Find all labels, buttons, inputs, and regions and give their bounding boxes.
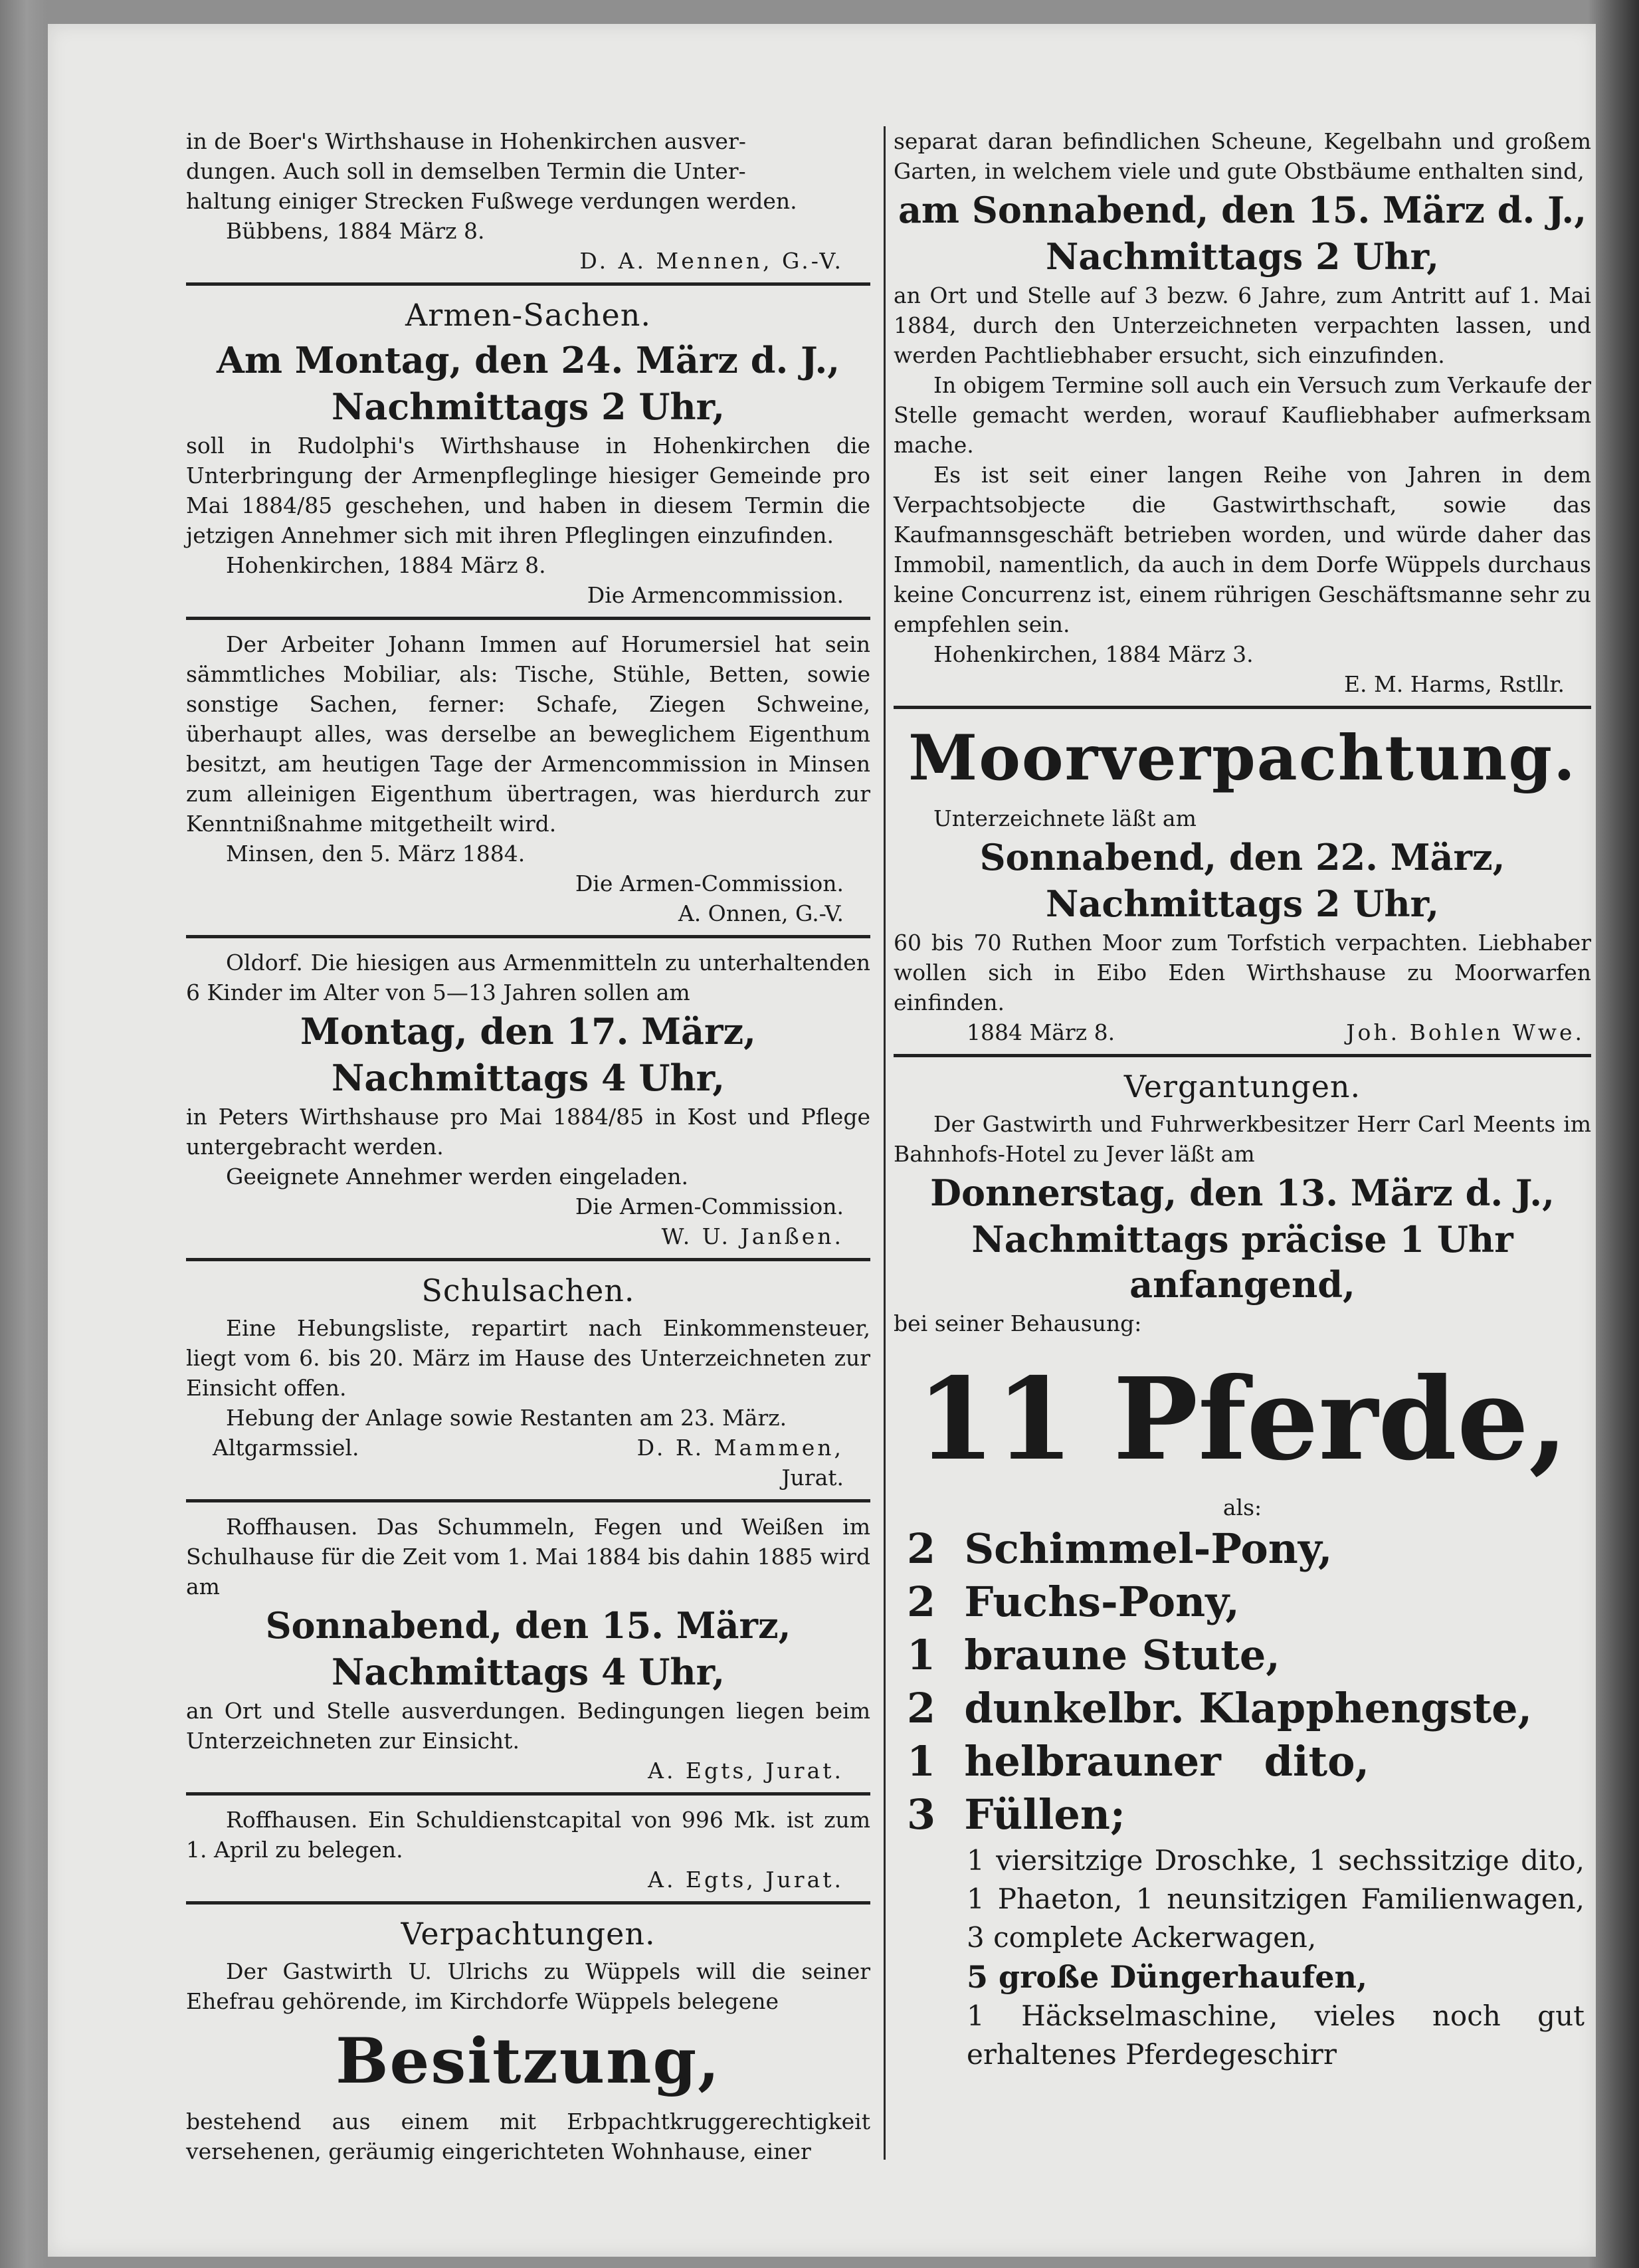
moor-time: Nachmittags 2 Uhr,	[1045, 882, 1440, 925]
intro-line: in de Boer's Wirthshause in Hohenkirchen ausver-	[186, 128, 746, 154]
intro-signature: D. A. Mennen, G.-V.	[579, 248, 844, 274]
roffhausen-1-body: Roffhausen. Das Schummeln, Fegen und Weißen im Schulhause für die Zeit vom 1. Mai 1884 bis dahin 1885 wird am	[186, 1514, 870, 1599]
item-label: braune Stute,	[964, 1631, 1280, 1679]
roffhausen-1-date: Sonnabend, den 15. März,	[265, 1604, 791, 1647]
moor-sign-row	[894, 1017, 1591, 1047]
verpachtungen-body-2: bestehend aus einem mit Erbpachtkruggerechtigkeit versehenen, geräumig eingerichteten Wohnhause, einer	[186, 2109, 870, 2164]
roffhausen-1-time: Nachmittags 4 Uhr,	[331, 1651, 725, 1693]
item-count: 2	[907, 1684, 936, 1732]
verpachtungen-body: Der Gastwirth U. Ulrichs zu Wüppels will die seiner Ehefrau gehörende, im Kirchdorfe Wüppels belegene	[186, 1958, 870, 2014]
oldorf-date: Montag, den 17. März,	[300, 1010, 756, 1053]
immen-body: Der Arbeiter Johann Immen auf Horumersiel hat sein sämmtliches Mobiliar, als: Tische, Stühle, Betten, sowie sonstige Sachen, ferner: Schafe, Ziegen Schweine, überhaupt alles, was derselbe an beweglichem Eigenthum besitzt, am heutigen Tage der Armencommission in Minsen zum alleinigen Eigenthum übertragen, was hierdurch zur Kenntnißnahme mitgetheilt wird.	[186, 631, 870, 837]
list-item	[894, 1576, 1591, 1629]
list-item	[894, 1629, 1591, 1682]
verpachtung-cont-date: am Sonnabend, den 15. März d. J.,	[898, 189, 1587, 231]
armen-body: soll in Rudolphi's Wirthshause in Hohenkirchen die Unterbringung der Armenpfleglinge hiesiger Gemeinde pro Mai 1884/85 geschehen, und haben in diesem Termin die jetzigen Annehmer sich mit ihren Pfleglingen einzufinden.	[186, 433, 870, 548]
schul-heading: Schulsachen.	[421, 1273, 635, 1308]
separator	[186, 617, 870, 620]
roffhausen-2-body: Roffhausen. Ein Schuldienstcapital von 996 Mk. ist zum 1. April zu belegen.	[186, 1807, 870, 1863]
separator	[186, 935, 870, 938]
item-count: 3	[907, 1790, 936, 1839]
dung-text: 5 große Düngerhaufen,	[967, 1959, 1367, 1995]
verpachtung-cont-signature: E. M. Harms, Rstllr.	[1343, 671, 1565, 697]
armen-place: Hohenkirchen, 1884 März 8.	[226, 552, 546, 578]
roffhausen-1-signature: A. Egts, Jurat.	[648, 1758, 844, 1784]
separator	[186, 282, 870, 286]
vergantungen-heading: Vergantungen.	[1123, 1069, 1361, 1104]
oldorf-body-2: in Peters Wirthshause pro Mai 1884/85 in Kost und Pflege untergebracht werden.	[186, 1104, 870, 1160]
armen-signature: Die Armencommission.	[587, 582, 844, 608]
vergantungen-body: Der Gastwirth und Fuhrwerkbesitzer Herr Carl Meents im Bahnhofs-Hotel zu Jever läßt am	[894, 1111, 1591, 1167]
verpachtungen-heading: Verpachtungen.	[401, 1916, 656, 1952]
als-label: als:	[1222, 1495, 1262, 1520]
list-item	[894, 1682, 1591, 1735]
immen-signature-1: Die Armen-Commission.	[575, 871, 844, 896]
moor-date-line: 1884 März 8.	[967, 1019, 1115, 1045]
list-item	[894, 1735, 1591, 1788]
item-label: Füllen;	[964, 1790, 1125, 1839]
item-count: 2	[907, 1524, 936, 1573]
moor-date: Sonnabend, den 22. März,	[979, 836, 1505, 878]
immen-signature-2: A. Onnen, G.-V.	[678, 900, 844, 926]
oldorf-signature-2: W. U. Janßen.	[661, 1223, 844, 1249]
separator	[894, 706, 1591, 709]
oldorf-body: Oldorf. Die hiesigen aus Armenmitteln zu unterhaltenden 6 Kinder im Alter von 5—13 Jahren sollen am	[186, 950, 870, 1005]
item-count: 1	[907, 1737, 936, 1786]
item-label: helbrauner dito,	[964, 1737, 1370, 1786]
item-label: Fuchs-Pony,	[964, 1578, 1240, 1626]
column-divider	[884, 126, 886, 2160]
immen-place: Minsen, den 5. März 1884.	[226, 841, 526, 867]
vergantungen-date: Donnerstag, den 13. März d. J.,	[930, 1172, 1555, 1214]
separator	[186, 1499, 870, 1502]
armen-heading: Armen-Sachen.	[405, 297, 652, 333]
separator	[186, 1258, 870, 1261]
item-label: Schimmel-Pony,	[964, 1524, 1333, 1573]
item-count: 1	[907, 1631, 936, 1679]
intro-line: dungen. Auch soll in demselben Termin die Unter-	[186, 158, 746, 184]
item-label: dunkelbr. Klapphengste,	[964, 1684, 1533, 1732]
schul-body-2: Hebung der Anlage sowie Restanten am 23. März.	[226, 1405, 787, 1431]
tail-text: 1 Häckselmaschine, vieles noch gut erhaltenes Pferdegeschirr	[967, 2000, 1585, 2071]
list-item	[894, 1522, 1591, 1576]
vergantungen-location: bei seiner Behausung:	[894, 1310, 1142, 1336]
right-column	[894, 126, 1591, 2074]
roffhausen-1-body-2: an Ort und Stelle ausverdungen. Bedingungen liegen beim Unterzeichneten zur Einsicht.	[186, 1698, 870, 1754]
verpachtung-cont-time: Nachmittags 2 Uhr,	[1045, 235, 1440, 278]
verpachtung-cont-body-2: an Ort und Stelle auf 3 bezw. 6 Jahre, zum Antritt auf 1. Mai 1884, durch den Unterzeichneten verpachten lassen, und werden Pachtliebhaber ersucht, sich einzufinden.	[894, 282, 1591, 368]
separator	[186, 1792, 870, 1796]
list-item	[894, 1788, 1591, 1841]
verpachtung-cont-body-3: In obigem Termine soll auch ein Versuch zum Verkaufe der Stelle gemacht werden, worauf Kaufliebhaber aufmerksam mache.	[894, 372, 1591, 458]
roffhausen-2-signature: A. Egts, Jurat.	[648, 1867, 844, 1893]
oldorf-invite: Geeignete Annehmer werden eingeladen.	[226, 1164, 688, 1189]
verpachtung-cont-body: separat daran befindlichen Scheune, Kegelbahn und großem Garten, in welchem viele und gute Obstbäume enthalten sind,	[894, 128, 1591, 184]
verpachtung-cont-body-4: Es ist seit einer langen Reihe von Jahren in dem Verpachtsobjecte die Gastwirthschaft, sowie das Kaufmannsgeschäft betrieben worden, und würde daher das Immobil, namentlich, da auch in dem Dorfe Wüppels durchaus keine Concurrenz ist, einem rührigen Geschäftsmanne sehr zu empfehlen sein.	[894, 462, 1591, 637]
schul-sign-row	[186, 1433, 870, 1463]
schul-body: Eine Hebungsliste, repartirt nach Einkommensteuer, liegt vom 6. bis 20. März im Hause des Unterzeichneten zur Einsicht offen.	[186, 1315, 870, 1401]
besitzung-headline: Besitzung,	[336, 2025, 721, 2098]
moorverpachtung-headline: Moorverpachtung.	[908, 722, 1577, 795]
intro-place: Bübbens, 1884 März 8.	[226, 218, 485, 244]
separator	[894, 1054, 1591, 1057]
armen-date: Am Montag, den 24. März d. J.,	[216, 339, 840, 381]
separator	[186, 1901, 870, 1905]
schul-signature-title: Jurat.	[781, 1465, 844, 1491]
oldorf-time: Nachmittags 4 Uhr,	[331, 1057, 725, 1099]
moor-body: 60 bis 70 Ruthen Moor zum Torfstich verpachten. Liebhaber wollen sich in Eibo Eden Wirthshause zu Moorwarfen einfinden.	[894, 930, 1591, 1015]
armen-time: Nachmittags 2 Uhr,	[331, 385, 725, 428]
moor-intro: Unterzeichnete läßt am	[933, 805, 1197, 831]
left-column	[186, 126, 870, 2166]
oldorf-signature-1: Die Armen-Commission.	[575, 1193, 844, 1219]
item-count: 2	[907, 1578, 936, 1626]
vehicles-text: 1 viersitzige Droschke, 1 sechssitzige dito, 1 Phaeton, 1 neunsitzigen Familienwagen, 3 complete Ackerwagen,	[967, 1844, 1585, 1954]
vergantungen-time: Nachmittags präcise 1 Uhr anfangend,	[971, 1218, 1513, 1306]
schul-signature: D. R. Mammen,	[636, 1435, 844, 1461]
verpachtung-cont-place: Hohenkirchen, 1884 März 3.	[933, 641, 1254, 667]
schul-place: Altgarmssiel.	[213, 1435, 359, 1461]
intro-line: haltung einiger Strecken Fußwege verdungen werden.	[186, 188, 797, 214]
moor-signature: Joh. Bohlen Wwe.	[1346, 1019, 1585, 1045]
pferde-headline: 11 Pferde,	[916, 1353, 1569, 1486]
